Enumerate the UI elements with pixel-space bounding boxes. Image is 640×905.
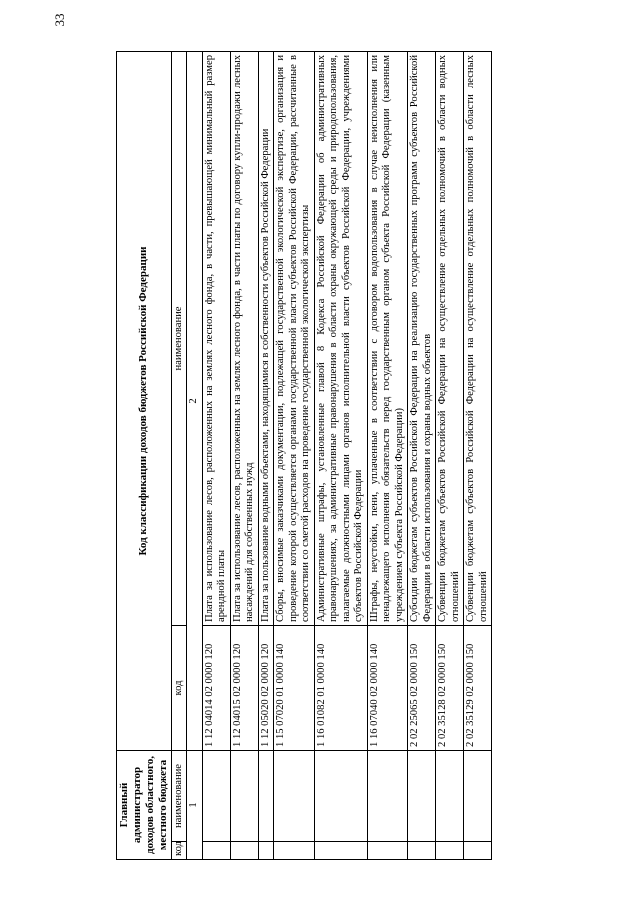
code-cell: 1 12 05020 02 0000 120 <box>258 626 274 751</box>
name-cell: Административные штрафы, установленные главой 8 Кодекса Российской Федерации об административных правонарушениях, за административные правонарушения в области охраны окружающей среды и природопользования, налагаемые должностными лицами органов исполнительной власти субъектов Российской Федерации, учреждениями субъектов Российской Федерации <box>314 52 367 626</box>
header-row-2 <box>171 52 187 860</box>
header-row-1 <box>117 52 172 860</box>
admin-name-cell <box>464 751 492 842</box>
table-body <box>202 52 492 860</box>
rotated-table-container <box>116 52 553 860</box>
admin-name-cell <box>436 751 464 842</box>
table-row <box>367 52 408 860</box>
code-cell: 1 16 01082 01 0000 140 <box>314 626 367 751</box>
admin-code-cell <box>464 842 492 860</box>
admin-code-cell <box>408 842 436 860</box>
admin-name-cell <box>274 751 315 842</box>
admin-name-cell <box>314 751 367 842</box>
table-row <box>202 52 230 860</box>
classification-code-header: код <box>171 626 187 751</box>
column-index-2: 2 <box>187 52 203 751</box>
table-row <box>408 52 436 860</box>
admin-name-cell <box>367 751 408 842</box>
admin-name-header: наименование <box>171 751 187 842</box>
table-row <box>314 52 367 860</box>
table-row <box>464 52 492 860</box>
classification-header: Код классификации доходов бюджетов Российской Федерации <box>117 52 172 751</box>
admin-code-cell <box>436 842 464 860</box>
name-cell: Штрафы, неустойки, пени, уплаченные в соответствии с договором водопользования в случае неисполнения или ненадлежащего исполнения обязательств перед государственным органом субъекта Российской Федерации (казенным учреждением субъекта Российской Федерации) <box>367 52 408 626</box>
code-cell: 2 02 35128 02 0000 150 <box>436 626 464 751</box>
page-number: 33 <box>52 13 67 27</box>
admin-code-cell <box>258 842 274 860</box>
admin-code-cell <box>202 842 230 860</box>
code-cell: 2 02 25065 02 0000 150 <box>408 626 436 751</box>
name-cell: Плата за пользование водными объектами, находящимися в собственности субъектов Российской Федерации <box>258 52 274 626</box>
admin-code-cell <box>367 842 408 860</box>
name-cell: Сборы, вносимые заказчиками документации, подлежащей государственной экологической экспертизе, организация и проведение которой осуществляется органами государственной власти субъектов Российской Федерации, рассчитанные в соответствии со сметой расходов на проведение государственной экологической экспертизы <box>274 52 315 626</box>
admin-code-header: код <box>171 842 187 860</box>
header-row-3 <box>187 52 203 860</box>
admin-name-cell <box>408 751 436 842</box>
code-cell: 1 16 07040 02 0000 140 <box>367 626 408 751</box>
table-row <box>436 52 464 860</box>
name-cell: Плата за использование лесов, расположенных на землях лесного фонда, в части платы по договору купли-продажи лесных насаждений для собственных нужд <box>230 52 258 626</box>
admin-name-cell <box>202 751 230 842</box>
table-row <box>230 52 258 860</box>
name-cell: Субвенции бюджетам субъектов Российской Федерации на осуществление отдельных полномочий в области водных отношений <box>436 52 464 626</box>
classification-name-header: наименование <box>171 52 187 626</box>
admin-header: Главный администратор доходов областного, местного бюджета <box>117 751 172 860</box>
code-cell: 1 12 04014 02 0000 120 <box>202 626 230 751</box>
column-index-1: 1 <box>187 751 203 860</box>
table-row <box>258 52 274 860</box>
name-cell: Субсидии бюджетам субъектов Российской Федерации на реализацию государственных программ субъектов Российской Федерации в области использования и охраны водных объектов <box>408 52 436 626</box>
table-row <box>274 52 315 860</box>
admin-name-cell <box>258 751 274 842</box>
admin-name-cell <box>230 751 258 842</box>
code-cell: 2 02 35129 02 0000 150 <box>464 626 492 751</box>
admin-code-cell <box>314 842 367 860</box>
revenue-classification-table <box>116 51 492 860</box>
name-cell: Плата за использование лесов, расположенных на землях лесного фонда, в части, превышающей минимальный размер арендной платы <box>202 52 230 626</box>
admin-code-cell <box>274 842 315 860</box>
code-cell: 1 12 04015 02 0000 120 <box>230 626 258 751</box>
admin-code-cell <box>230 842 258 860</box>
name-cell: Субвенции бюджетам субъектов Российской Федерации на осуществление отдельных полномочий в области лесных отношений <box>464 52 492 626</box>
code-cell: 1 15 07020 01 0000 140 <box>274 626 315 751</box>
